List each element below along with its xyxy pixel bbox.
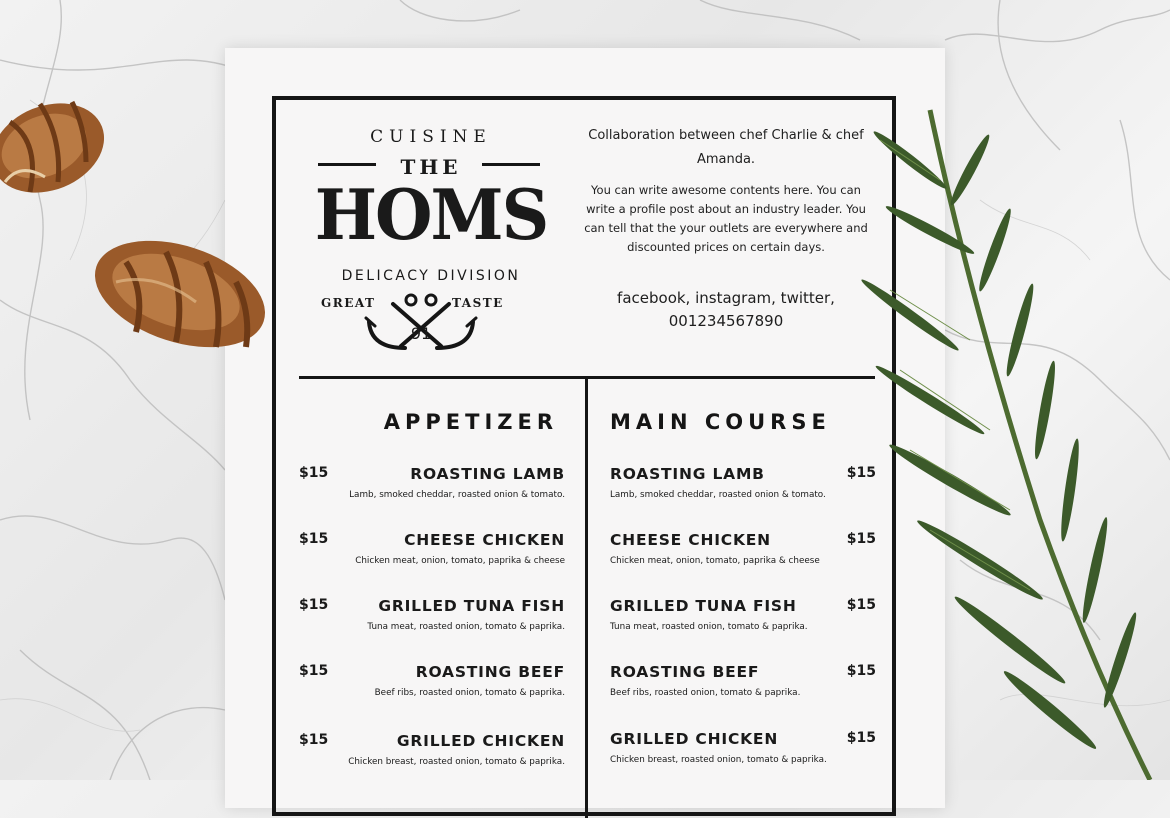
logo-division: DELICACY DIVISION (341, 268, 521, 284)
main-course-title: MAIN COURSE (610, 410, 831, 434)
item-price: $15 (846, 465, 876, 481)
item-name: CHEESE CHICKEN (610, 531, 771, 549)
logo-the: THE (400, 155, 462, 179)
restaurant-logo (276, 100, 576, 380)
phone-number: 001234567890 (668, 312, 784, 330)
item-name: ROASTING BEEF (610, 663, 760, 681)
description-text: You can write awesome contents here. You can write a profile post about an industry leader. You can tell that the your outlets are everywhere and discounted prices on certain days. (584, 183, 868, 254)
item-description: Tuna meat, roasted onion, tomato & paprika. (367, 622, 565, 632)
appetizer-item (299, 663, 565, 713)
logo-great: GREAT (321, 296, 376, 310)
appetizer-item (299, 531, 565, 581)
collaboration-text: Collaboration between chef Charlie & chef Amanda. (588, 128, 864, 167)
item-description: Beef ribs, roasted onion, tomato & paprika. (374, 688, 565, 698)
appetizer-item (299, 597, 565, 647)
item-name: CHEESE CHICKEN (404, 531, 565, 549)
appetizer-item (299, 732, 565, 782)
social-links: facebook, instagram, twitter, (617, 289, 835, 307)
item-name: ROASTING BEEF (415, 663, 565, 681)
column-divider (585, 378, 588, 818)
item-price: $15 (299, 663, 329, 679)
logo-cuisine: CUISINE (370, 127, 492, 147)
menu-frame (272, 96, 896, 816)
croissant-image (0, 82, 120, 222)
item-price: $15 (846, 730, 876, 746)
item-description: Tuna meat, roasted onion, tomato & paprika. (610, 622, 808, 632)
appetizer-item (299, 465, 565, 515)
appetizer-title: APPETIZER (383, 410, 558, 434)
item-price: $15 (846, 663, 876, 679)
item-name: GRILLED TUNA FISH (610, 597, 797, 615)
rosemary-sprig-image (820, 100, 1170, 780)
item-description: Chicken breast, roasted onion, tomato & paprika. (348, 757, 565, 767)
item-price: $15 (299, 465, 329, 481)
item-description: Lamb, smoked cheddar, roasted onion & tomato. (610, 490, 826, 500)
logo-taste: TASTE (452, 296, 504, 310)
item-description: Chicken breast, roasted onion, tomato & paprika. (610, 755, 827, 765)
croissant-image (86, 222, 278, 370)
item-description: Chicken meat, onion, tomato, paprika & cheese (355, 556, 565, 566)
item-name: GRILLED CHICKEN (610, 730, 779, 748)
item-description: Beef ribs, roasted onion, tomato & paprika. (610, 688, 801, 698)
item-name: GRILLED TUNA FISH (378, 597, 565, 615)
item-price: $15 (299, 597, 329, 613)
logo-number: 91 (410, 324, 432, 343)
item-price: $15 (299, 732, 329, 748)
item-price: $15 (299, 531, 329, 547)
item-description: Chicken meat, onion, tomato, paprika & cheese (610, 556, 820, 566)
item-name: GRILLED CHICKEN (396, 732, 565, 750)
item-name: ROASTING LAMB (610, 465, 765, 483)
item-description: Lamb, smoked cheddar, roasted onion & tomato. (349, 490, 565, 500)
item-price: $15 (846, 531, 876, 547)
item-price: $15 (846, 597, 876, 613)
logo-name: HOMS (314, 174, 548, 256)
item-name: ROASTING LAMB (410, 465, 565, 483)
